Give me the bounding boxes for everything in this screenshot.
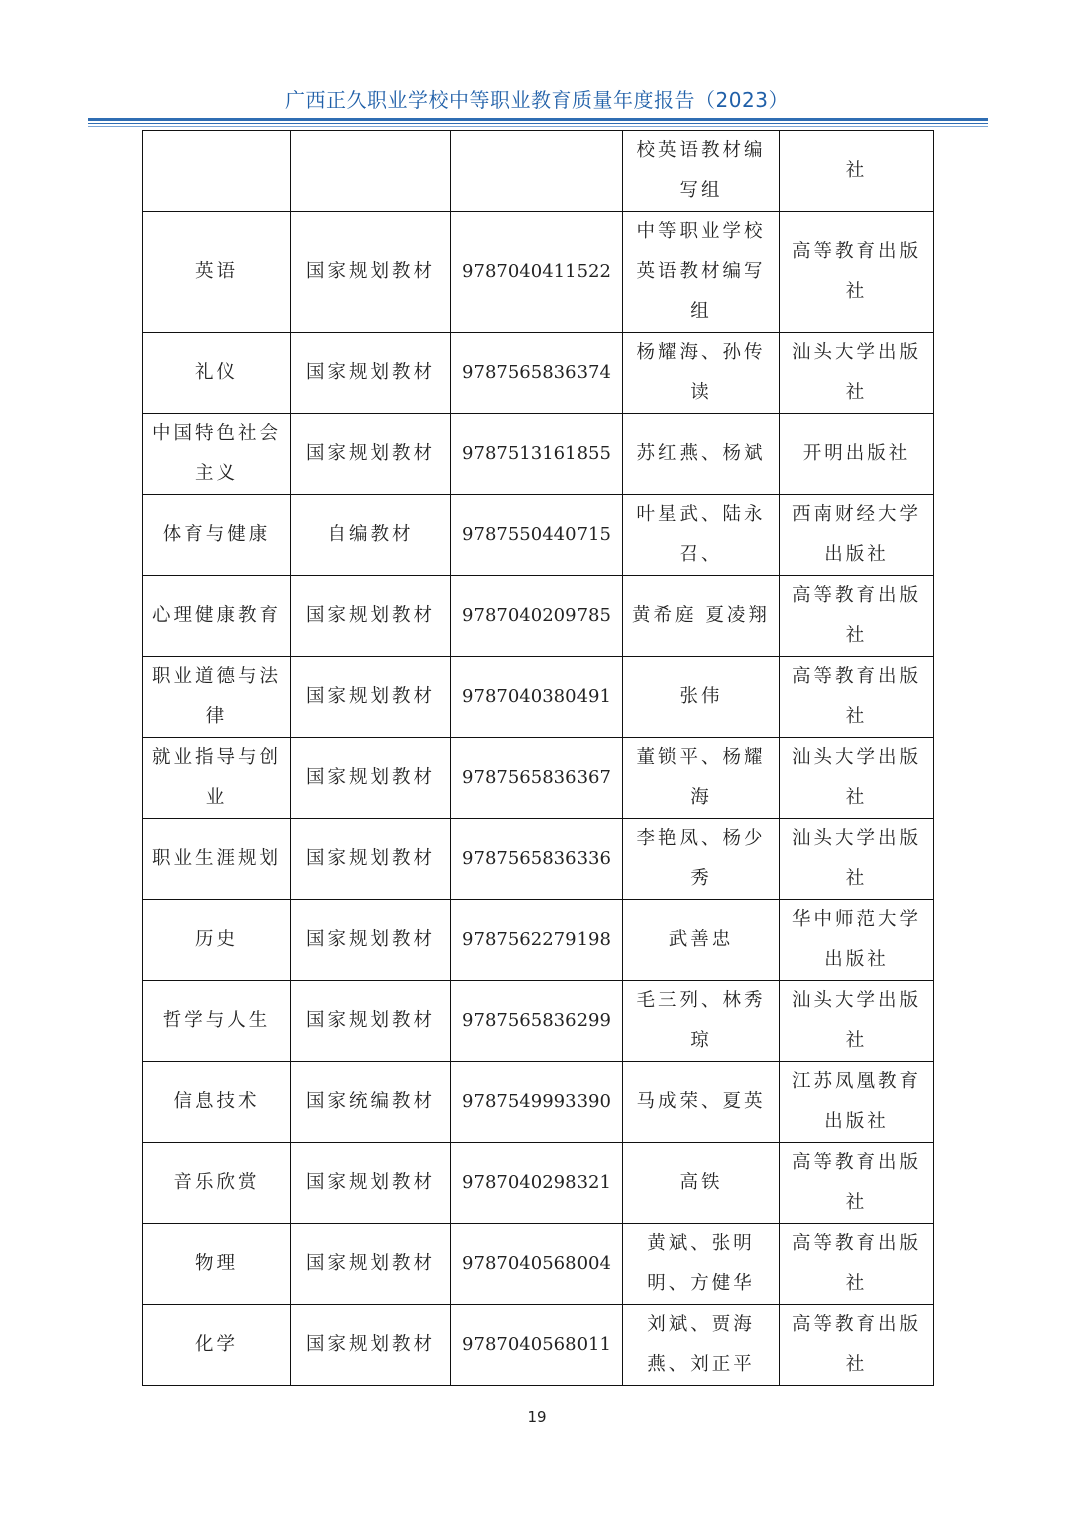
type-cell: 国家规划教材 (291, 1224, 451, 1305)
author-cell: 校英语教材编写组 (623, 131, 780, 212)
publisher-cell: 华中师范大学出版社 (780, 900, 934, 981)
author-cell: 李艳凤、杨少秀 (623, 819, 780, 900)
author-cell: 毛三列、林秀琼 (623, 981, 780, 1062)
table-row (143, 414, 934, 495)
course-cell: 心理健康教育 (143, 576, 291, 657)
isbn-cell: 9787040568011 (451, 1305, 623, 1386)
course-cell: 体育与健康 (143, 495, 291, 576)
author-cell: 张伟 (623, 657, 780, 738)
type-cell: 国家规划教材 (291, 1305, 451, 1386)
publisher-cell: 汕头大学出版社 (780, 981, 934, 1062)
type-cell: 国家规划教材 (291, 981, 451, 1062)
type-cell: 国家统编教材 (291, 1062, 451, 1143)
author-cell: 黄希庭 夏凌翔 (623, 576, 780, 657)
author-cell: 黄斌、张明明、方健华 (623, 1224, 780, 1305)
table-row (143, 212, 934, 333)
type-cell: 国家规划教材 (291, 576, 451, 657)
publisher-cell: 汕头大学出版社 (780, 333, 934, 414)
isbn-cell (451, 131, 623, 212)
course-cell: 职业道德与法律 (143, 657, 291, 738)
course-cell (143, 131, 291, 212)
isbn-cell: 9787565836336 (451, 819, 623, 900)
type-cell: 国家规划教材 (291, 212, 451, 333)
table-row (143, 1143, 934, 1224)
publisher-cell: 高等教育出版社 (780, 1143, 934, 1224)
author-cell: 中等职业学校英语教材编写组 (623, 212, 780, 333)
header-rule-thin (88, 123, 988, 124)
type-cell: 国家规划教材 (291, 333, 451, 414)
type-cell: 国家规划教材 (291, 900, 451, 981)
table-row (143, 981, 934, 1062)
page-header-title: 广西正久职业学校中等职业教育质量年度报告（2023） (285, 88, 789, 112)
table-row (143, 576, 934, 657)
publisher-cell: 高等教育出版社 (780, 657, 934, 738)
table-row (143, 819, 934, 900)
author-cell: 苏红燕、杨斌 (623, 414, 780, 495)
publisher-cell: 江苏凤凰教育出版社 (780, 1062, 934, 1143)
table-row (143, 657, 934, 738)
isbn-cell: 9787040568004 (451, 1224, 623, 1305)
isbn-cell: 9787565836367 (451, 738, 623, 819)
type-cell: 国家规划教材 (291, 657, 451, 738)
table-row (143, 1305, 934, 1386)
course-cell: 哲学与人生 (143, 981, 291, 1062)
course-cell: 礼仪 (143, 333, 291, 414)
isbn-cell: 9787040380491 (451, 657, 623, 738)
course-cell: 就业指导与创业 (143, 738, 291, 819)
publisher-cell: 汕头大学出版社 (780, 738, 934, 819)
publisher-cell: 开明出版社 (780, 414, 934, 495)
course-cell: 化学 (143, 1305, 291, 1386)
publisher-cell: 西南财经大学出版社 (780, 495, 934, 576)
publisher-cell: 高等教育出版社 (780, 576, 934, 657)
table-row (143, 738, 934, 819)
isbn-cell: 9787513161855 (451, 414, 623, 495)
type-cell: 国家规划教材 (291, 414, 451, 495)
publisher-cell: 高等教育出版社 (780, 1305, 934, 1386)
isbn-cell: 9787040411522 (451, 212, 623, 333)
table-row (143, 1062, 934, 1143)
type-cell (291, 131, 451, 212)
publisher-cell: 高等教育出版社 (780, 1224, 934, 1305)
type-cell: 国家规划教材 (291, 738, 451, 819)
table-row (143, 333, 934, 414)
course-cell: 英语 (143, 212, 291, 333)
author-cell: 杨耀海、孙传读 (623, 333, 780, 414)
type-cell: 自编教材 (291, 495, 451, 576)
course-cell: 信息技术 (143, 1062, 291, 1143)
table-row (143, 495, 934, 576)
header-rule-thick (88, 118, 988, 121)
type-cell: 国家规划教材 (291, 1143, 451, 1224)
isbn-cell: 9787550440715 (451, 495, 623, 576)
header-rule-thin-light (88, 126, 988, 127)
isbn-cell: 9787565836299 (451, 981, 623, 1062)
course-cell: 职业生涯规划 (143, 819, 291, 900)
author-cell: 高铁 (623, 1143, 780, 1224)
course-cell: 历史 (143, 900, 291, 981)
course-cell: 中国特色社会主义 (143, 414, 291, 495)
table-row (143, 131, 934, 212)
isbn-cell: 9787040298321 (451, 1143, 623, 1224)
textbook-table (142, 130, 934, 1386)
publisher-cell: 高等教育出版社 (780, 212, 934, 333)
author-cell: 叶星武、陆永召、 (623, 495, 780, 576)
type-cell: 国家规划教材 (291, 819, 451, 900)
course-cell: 音乐欣赏 (143, 1143, 291, 1224)
publisher-cell: 汕头大学出版社 (780, 819, 934, 900)
table-row (143, 900, 934, 981)
author-cell: 武善忠 (623, 900, 780, 981)
isbn-cell: 9787565836374 (451, 333, 623, 414)
isbn-cell: 9787562279198 (451, 900, 623, 981)
isbn-cell: 9787040209785 (451, 576, 623, 657)
publisher-cell: 社 (780, 131, 934, 212)
table-row (143, 1224, 934, 1305)
author-cell: 董锁平、杨耀海 (623, 738, 780, 819)
isbn-cell: 9787549993390 (451, 1062, 623, 1143)
course-cell: 物理 (143, 1224, 291, 1305)
author-cell: 刘斌、贾海燕、刘正平 (623, 1305, 780, 1386)
page-number: 19 (527, 1408, 547, 1426)
author-cell: 马成荣、夏英 (623, 1062, 780, 1143)
